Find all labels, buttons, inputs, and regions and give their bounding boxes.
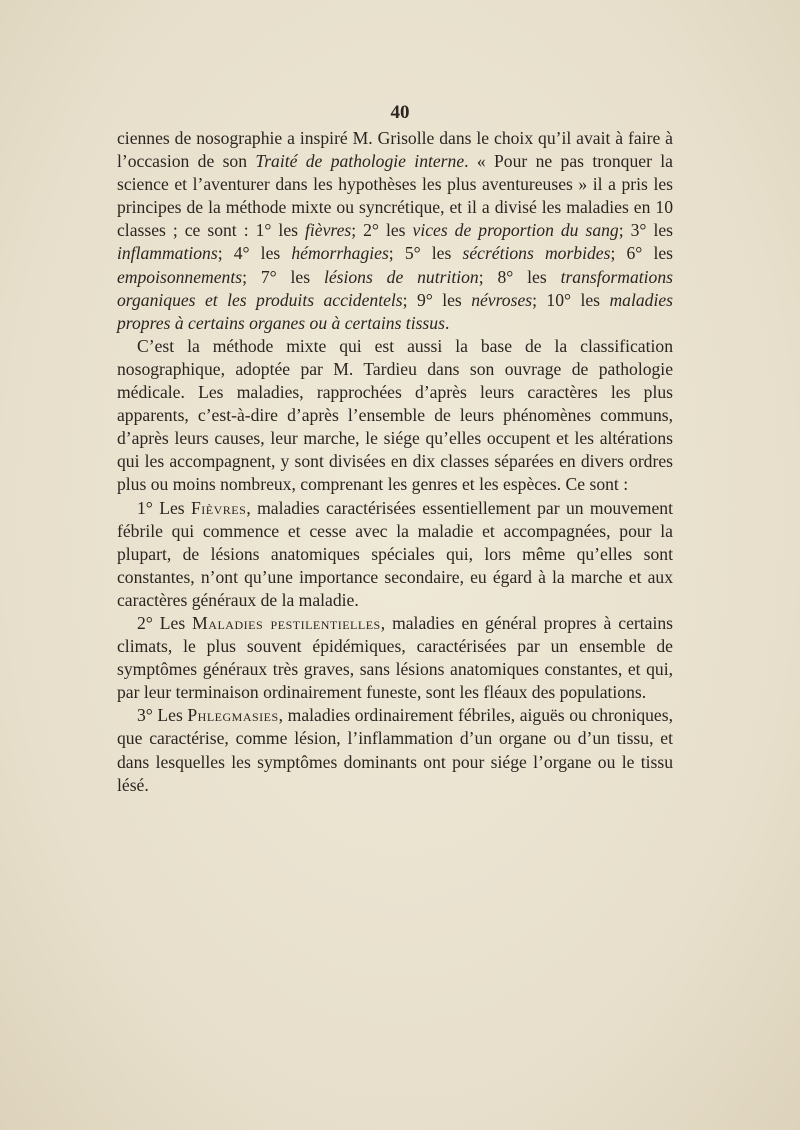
italic-term: transformations organiques et les produits accidentels	[117, 266, 673, 310]
italic-term: sécrétions morbides	[462, 243, 611, 264]
italic-term: maladies propres à certains organes ou à certains tissus	[117, 289, 673, 333]
body-text	[117, 127, 673, 797]
paragraph-p2	[117, 335, 673, 497]
text-run: ; 8° les	[478, 266, 561, 287]
text-run: C’est la méthode mixte qui est aussi la base de la classification nosographique, adoptée par M. Tardieu dans son ouvrage de pathologie médicale. Les maladies, rapprochées d’après leurs caractères les plus apparents, c’est-à-dire d’après l’ensemble de leurs phénomènes communs, d’après leurs causes, leur marche, le siége qu’elles occupent et les altérations qui les accompagnent, y sont divisées en dix classes séparées en divers ordres plus ou moins nombreux, comprenant les genres et les espèces. Ce sont :	[117, 335, 673, 495]
text-run: ciennes de nosographie a inspiré M. Grisolle dans le choix qu’il avait à faire à l’occasion de son	[117, 128, 673, 172]
text-run: 1° Les	[137, 497, 192, 518]
text-run: .	[444, 312, 450, 333]
italic-term: vices de proportion du sang	[412, 220, 619, 241]
text-run: ; 3° les	[618, 220, 674, 241]
paragraph-p5	[117, 704, 673, 796]
page-number: 40	[390, 102, 410, 123]
class-name: Phlegmasies	[187, 705, 279, 726]
class-name: Maladies pestilentielles	[192, 612, 381, 633]
italic-term: Traité de pathologie interne	[255, 151, 465, 172]
text-run: , maladies caractérisées essentiellement par un mouvement fébrile qui commence et cesse avec la maladie et accompagnées, pour la plupart, de lésions anatomiques spéciales qui, lors même qu’elles sont constantes, n’ont qu’une importance secondaire, eu égard à la marche et aux caractères généraux de la maladie.	[117, 497, 673, 610]
paragraph-p4	[117, 612, 673, 704]
text-run: 2° Les	[137, 612, 193, 633]
paragraph-p3	[117, 497, 673, 612]
text-run: ; 9° les	[402, 289, 472, 310]
paragraph-p1	[117, 127, 673, 335]
text-run: ; 6° les	[610, 243, 673, 264]
italic-term: névroses	[471, 289, 533, 310]
italic-term: lésions de nutrition	[323, 266, 479, 287]
text-run: , maladies en général propres à certains climats, le plus souvent épidémiques, caractérisées par un ensemble de symptômes généraux très graves, sans lésions anatomiques constantes, et qui, par leur terminaison ordinairement funeste, sont les fléaux des populations.	[117, 612, 673, 703]
text-run: ; 10° les	[532, 289, 610, 310]
italic-term: hémorrhagies	[291, 243, 389, 264]
text-run: 3° Les	[137, 705, 188, 726]
italic-term: fièvres	[304, 220, 352, 241]
text-run: ; 7° les	[242, 266, 324, 287]
italic-term: inflammations	[117, 243, 218, 264]
text-run: ; 2° les	[351, 220, 413, 241]
class-name: Fièvres	[191, 497, 247, 518]
text-run: , maladies ordinairement fébriles, aiguës ou chroniques, que caractérise, comme lésion, l’inflammation d’un organe ou d’un tissu, et dans lesquelles les symptômes dominants ont pour siége l’organe ou le tissu lésé.	[117, 705, 673, 795]
text-run: . « Pour ne pas tronquer la science et l’aventurer dans les hypothèses les plus aventureuses » il a pris les principes de la méthode mixte ou syncrétique, et il a divisé les maladies en 10 classes ; ce sont : 1° les	[117, 151, 673, 241]
text-run: ; 4° les	[217, 243, 292, 264]
text-run: ; 5° les	[388, 243, 463, 264]
italic-term: empoisonnements	[117, 266, 243, 287]
